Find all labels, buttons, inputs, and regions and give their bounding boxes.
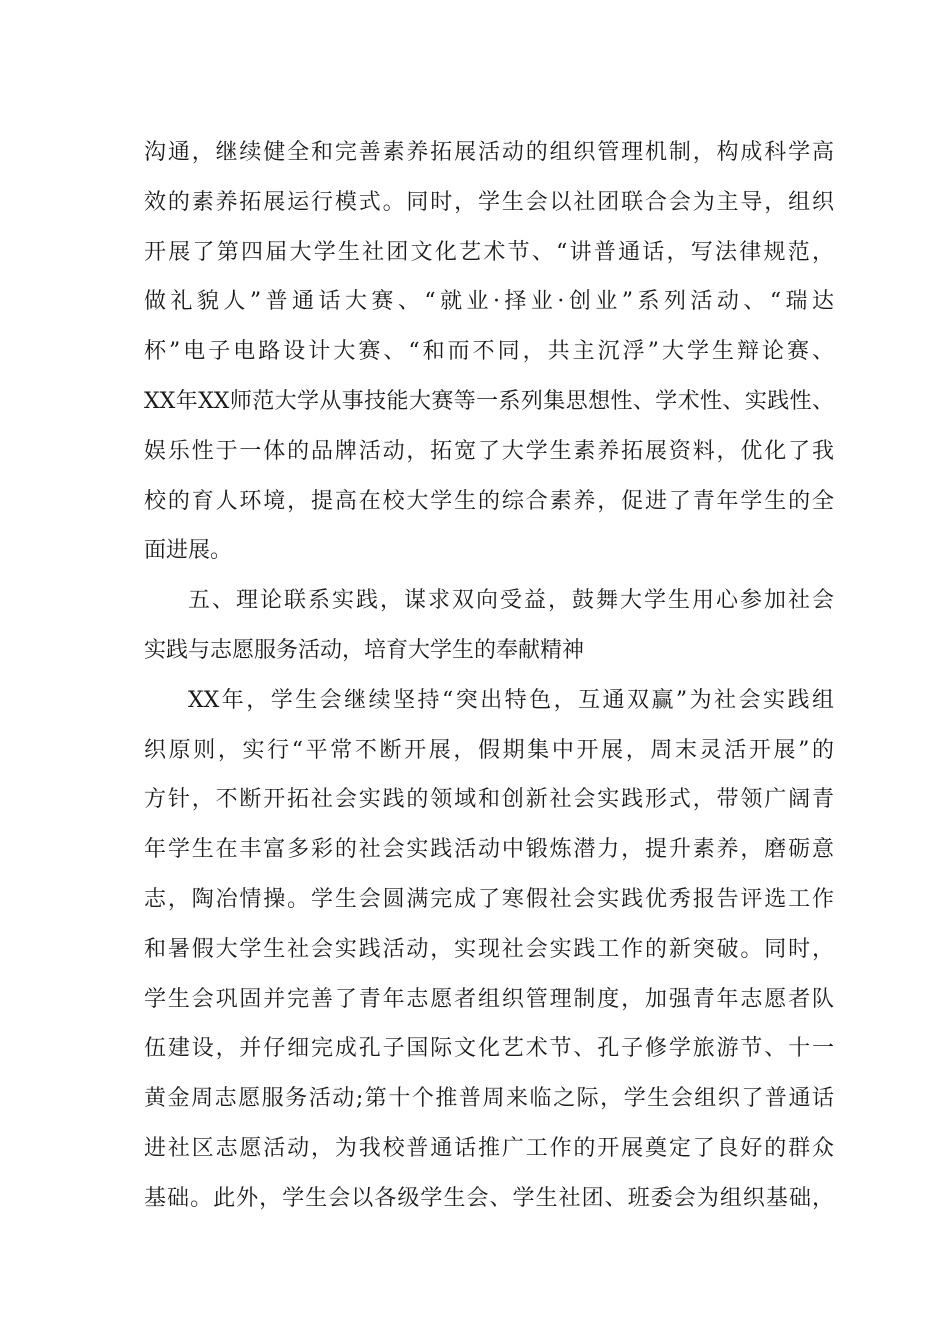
text-line: XX年XX师范大学从事技能大赛等一系列集思想性、学术性、实践性、 bbox=[144, 388, 834, 414]
body-text bbox=[144, 128, 834, 1224]
text-line: 和暑假大学生社会实践活动，实现社会实践工作的新突破。同时， bbox=[144, 936, 834, 962]
text-line: 做礼貌人”普通话大赛、“就业·择业·创业”系列活动、“瑞达 bbox=[144, 289, 834, 315]
text-line: 方针，不断开拓社会实践的领域和创新社会实践形式，带领广阔青 bbox=[144, 787, 834, 813]
text-line: 面进展。 bbox=[144, 538, 233, 564]
text-line: XX年，学生会继续坚持“突出特色，互通双赢”为社会实践组 bbox=[188, 687, 834, 713]
text-line: 志，陶冶情操。学生会圆满完成了寒假社会实践优秀报告评选工作 bbox=[144, 886, 834, 912]
text-line: 沟通，继续健全和完善素养拓展活动的组织管理机制，构成科学高 bbox=[144, 140, 834, 165]
text-line: 伍建设，并仔细完成孔子国际文化艺术节、孔子修学旅游节、十一 bbox=[144, 1036, 834, 1062]
text-line: 校的育人环境，提高在校大学生的综合素养，促进了青年学生的全 bbox=[144, 488, 834, 514]
text-line: 黄金周志愿服务活动;第十个推普周来临之际，学生会组织了普通话 bbox=[144, 1086, 834, 1112]
section-heading: 五、理论联系实践，谋求双向受益，鼓舞大学生用心参加社会 bbox=[188, 588, 834, 614]
text-line: 娱乐性于一体的品牌活动，拓宽了大学生素养拓展资料，优化了我 bbox=[144, 438, 834, 464]
text-line: 杯”电子电路设计大赛、“和而不同，共主沉浮”大学生辩论赛、 bbox=[144, 339, 834, 365]
section-heading-cont: 实践与志愿服务活动，培育大学生的奉献精神 bbox=[144, 637, 585, 663]
text-line: 效的素养拓展运行模式。同时，学生会以社团联合会为主导，组织 bbox=[144, 189, 834, 215]
text-line: 织原则，实行“平常不断开展，假期集中开展，周末灵活开展”的 bbox=[144, 737, 834, 763]
text-line: 开展了第四届大学生社团文化艺术节、“讲普通话，写法律规范， bbox=[144, 239, 834, 265]
text-line: 年学生在丰富多彩的社会实践活动中锻炼潜力，提升素养，磨砺意 bbox=[144, 837, 834, 863]
text-line: 学生会巩固并完善了青年志愿者组织管理制度，加强青年志愿者队 bbox=[144, 986, 834, 1012]
text-line: 进社区志愿活动，为我校普通话推广工作的开展奠定了良好的群众 bbox=[144, 1135, 834, 1161]
text-line: 基础。此外，学生会以各级学生会、学生社团、班委会为组织基础， bbox=[144, 1185, 834, 1211]
